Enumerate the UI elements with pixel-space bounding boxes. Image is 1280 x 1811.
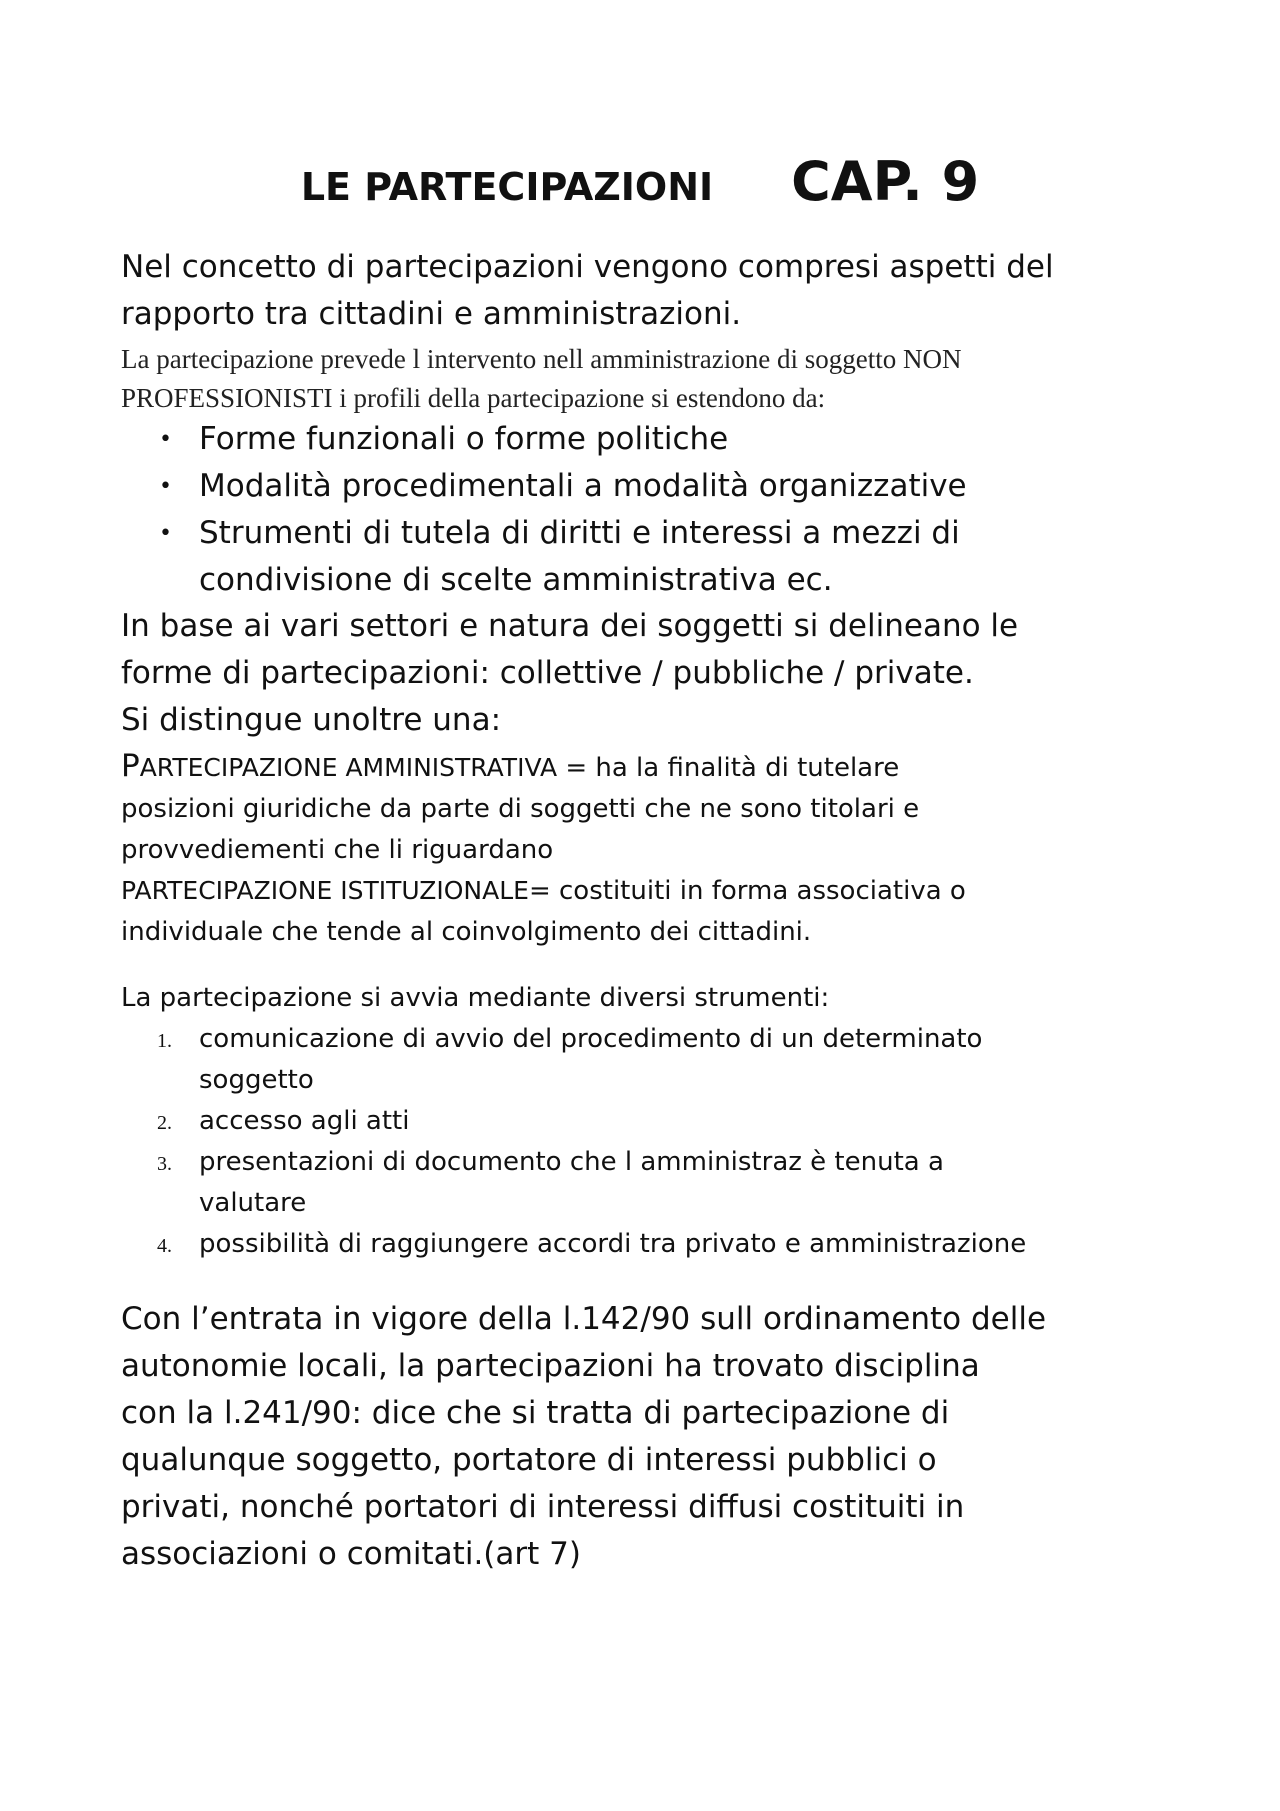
strumenti-list (121, 1019, 1181, 1265)
list-item (121, 463, 1171, 510)
amministrativa-label: ARTECIPAZIONE AMMINISTRATIVA (139, 753, 558, 782)
settori-line-3: Si distingue unoltre una: (121, 702, 502, 738)
bullet-text: Strumenti di tutela di diritti e interessi a mezzi di (199, 515, 960, 551)
bullet-icon: • (159, 474, 172, 499)
title-chapter: CAP. 9 (791, 150, 980, 213)
conclusione-paragraph (121, 1296, 1171, 1578)
page-title (0, 150, 1280, 213)
list-number: 1. (157, 1030, 172, 1052)
conclusione-line-2: autonomie locali, la partecipazioni ha trovato disciplina (121, 1348, 980, 1384)
intro-line-2: rapporto tra cittadini e amministrazioni. (121, 296, 742, 332)
conclusione-line-3: con la l.241/90: dice che si tratta di partecipazione di (121, 1395, 950, 1431)
istituzionale-label: PARTECIPAZIONE ISTITUZIONALE (121, 876, 529, 905)
list-item (121, 1224, 1181, 1265)
intro-paragraph (121, 244, 1171, 338)
conclusione-line-4: qualunque soggetto, portatore di interessi pubblici o (121, 1442, 937, 1478)
list-item-text-continued: soggetto (199, 1065, 314, 1095)
bullet-text-continued: condivisione di scelte amministrativa ec. (199, 562, 833, 598)
amministrativa-line-2: posizioni giuridiche da parte di soggetti che ne sono titolari e (121, 794, 920, 824)
list-item (121, 1142, 1181, 1224)
settori-line-1: In base ai vari settori e natura dei soggetti si delineano le (121, 608, 1019, 644)
strumenti-intro-text: La partecipazione si avvia mediante diversi strumenti: (121, 983, 830, 1013)
istituzionale-line-1: = costituiti in forma associativa o (528, 876, 966, 906)
list-item-text: comunicazione di avvio del procedimento di un determinato (199, 1024, 983, 1054)
list-number: 2. (157, 1112, 172, 1134)
conclusione-line-1: Con l’entrata in vigore della l.142/90 sull ordinamento delle (121, 1301, 1047, 1337)
conclusione-line-5: privati, nonché portatori di interessi diffusi costituiti in (121, 1489, 965, 1525)
settori-line-2: forme di partecipazioni: collettive / pubbliche / private. (121, 655, 974, 691)
list-item-text: presentazioni di documento che l amministraz è tenuta a (199, 1147, 944, 1177)
strumenti-intro (121, 978, 1171, 1019)
bullet-icon: • (159, 521, 172, 546)
list-number: 3. (157, 1153, 172, 1175)
settori-paragraph (121, 603, 1171, 744)
serif-line-2: PROFESSIONISTI i profili della partecipazione si estendono da: (121, 383, 826, 413)
list-item (121, 1019, 1181, 1101)
list-item (121, 510, 1171, 604)
bullet-text: Modalità procedimentali a modalità organizzative (199, 468, 967, 504)
serif-paragraph (121, 340, 1171, 418)
list-number: 4. (157, 1235, 172, 1257)
amministrativa-paragraph (121, 746, 1171, 871)
bullet-icon: • (159, 427, 172, 452)
list-item-text: possibilità di raggiungere accordi tra privato e amministrazione (199, 1229, 1027, 1259)
istituzionale-paragraph (121, 870, 1171, 953)
list-item-text-continued: valutare (199, 1188, 307, 1218)
list-item (121, 416, 1171, 463)
title-main: LE PARTECIPAZIONI (300, 165, 714, 209)
intro-line-1: Nel concetto di partecipazioni vengono compresi aspetti del (121, 249, 1054, 285)
list-item-text: accesso agli atti (199, 1106, 410, 1136)
conclusione-line-6: associazioni o comitati.(art 7) (121, 1536, 581, 1572)
amministrativa-line-1: = ha la finalità di tutelare (557, 753, 900, 783)
istituzionale-line-2: individuale che tende al coinvolgimento dei cittadini. (121, 917, 812, 947)
serif-line-1: La partecipazione prevede l intervento nell amministrazione di soggetto NON (121, 344, 962, 374)
list-item (121, 1101, 1181, 1142)
amministrativa-line-3: provvediementi che li riguardano (121, 835, 554, 865)
bullet-list (121, 416, 1171, 604)
amministrativa-initial: P (121, 748, 140, 784)
bullet-text: Forme funzionali o forme politiche (199, 421, 729, 457)
